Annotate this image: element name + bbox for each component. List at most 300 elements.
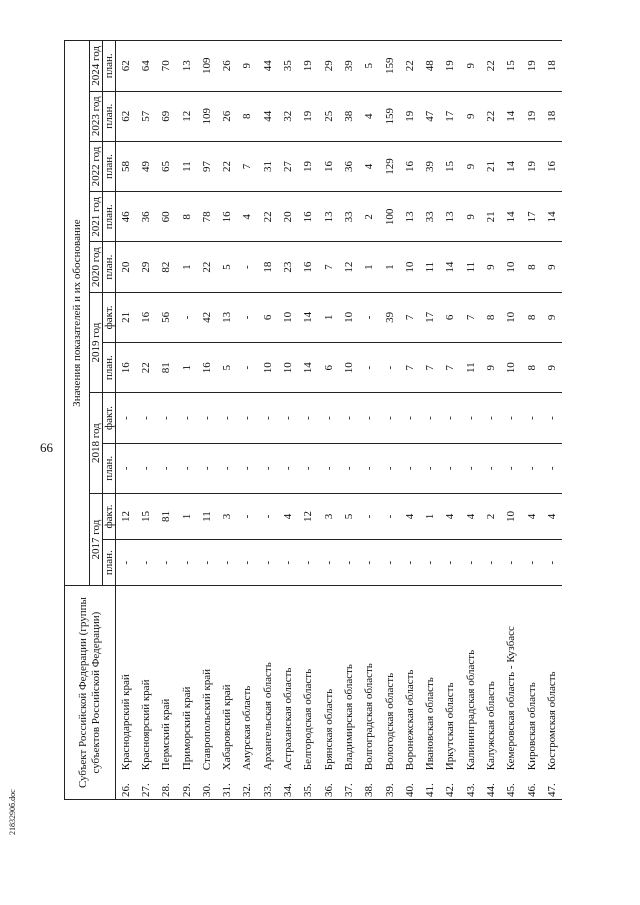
region-name: Ставропольский край xyxy=(197,586,217,773)
value-cell: 8 xyxy=(521,343,541,393)
value-cell: - xyxy=(359,343,379,393)
value-cell: 11 xyxy=(420,242,440,292)
value-cell: 16 xyxy=(116,343,136,393)
table-row xyxy=(176,41,196,800)
value-cell: - xyxy=(359,493,379,539)
value-cell: 2 xyxy=(481,493,501,539)
table-row xyxy=(542,41,562,800)
region-name: Красноярский край xyxy=(136,586,156,773)
value-cell: 8 xyxy=(176,192,196,242)
value-cell: 12 xyxy=(339,242,359,292)
value-cell: 8 xyxy=(481,292,501,342)
value-cell: 9 xyxy=(461,91,481,141)
value-cell: - xyxy=(197,540,217,586)
value-cell: 1 xyxy=(359,242,379,292)
value-cell: - xyxy=(197,443,217,493)
value-cell: 82 xyxy=(156,242,176,292)
value-cell: 5 xyxy=(359,41,379,92)
value-cell: 9 xyxy=(542,292,562,342)
value-cell: 12 xyxy=(116,493,136,539)
value-cell: 13 xyxy=(176,41,196,92)
value-cell: 16 xyxy=(298,192,318,242)
value-cell: - xyxy=(521,540,541,586)
value-cell: - xyxy=(542,540,562,586)
value-cell: 159 xyxy=(379,91,399,141)
plan-header: план. xyxy=(103,91,116,141)
value-cell: - xyxy=(298,540,318,586)
value-cell: 19 xyxy=(298,41,318,92)
value-cell: 39 xyxy=(420,141,440,191)
value-cell: - xyxy=(237,493,257,539)
value-cell: 16 xyxy=(217,192,237,242)
value-cell: 81 xyxy=(156,493,176,539)
value-cell: 26 xyxy=(217,91,237,141)
value-cell: 19 xyxy=(298,141,318,191)
year-2024-header: 2024 год xyxy=(90,41,103,92)
value-cell: 1 xyxy=(318,292,338,342)
row-number: 37. xyxy=(339,772,359,799)
value-cell: - xyxy=(359,443,379,493)
value-cell: 23 xyxy=(278,242,298,292)
value-cell: 11 xyxy=(461,343,481,393)
table-row xyxy=(318,41,338,800)
value-cell: 16 xyxy=(318,141,338,191)
value-cell: 1 xyxy=(420,493,440,539)
value-cell: 15 xyxy=(136,493,156,539)
value-cell: 22 xyxy=(400,41,420,92)
value-cell: - xyxy=(156,540,176,586)
value-cell: - xyxy=(542,393,562,443)
value-cell: 11 xyxy=(197,493,217,539)
value-cell: - xyxy=(359,540,379,586)
table-row xyxy=(461,41,481,800)
value-cell: 9 xyxy=(542,242,562,292)
value-cell: - xyxy=(237,540,257,586)
value-cell: - xyxy=(521,393,541,443)
value-cell: 7 xyxy=(440,343,460,393)
value-cell: 6 xyxy=(258,292,278,342)
value-cell: 10 xyxy=(400,242,420,292)
table-row xyxy=(116,41,136,800)
value-cell: 21 xyxy=(481,192,501,242)
value-cell: 4 xyxy=(400,493,420,539)
value-cell: - xyxy=(440,443,460,493)
plan-header: план. xyxy=(103,192,116,242)
region-name: Калининградская область xyxy=(461,586,481,773)
table-row xyxy=(156,41,176,800)
value-cell: 16 xyxy=(298,242,318,292)
indicators-table xyxy=(64,40,562,800)
table-row xyxy=(298,41,318,800)
value-cell: - xyxy=(339,443,359,493)
value-cell: 14 xyxy=(440,242,460,292)
value-cell: 10 xyxy=(501,242,521,292)
value-cell: 97 xyxy=(197,141,217,191)
region-name: Астраханская область xyxy=(278,586,298,773)
value-cell: 58 xyxy=(116,141,136,191)
value-cell: 17 xyxy=(420,292,440,342)
value-cell: 16 xyxy=(136,292,156,342)
row-number: 40. xyxy=(400,772,420,799)
value-cell: 42 xyxy=(197,292,217,342)
value-cell: 13 xyxy=(440,192,460,242)
region-name: Архангельская область xyxy=(258,586,278,773)
value-cell: - xyxy=(501,443,521,493)
value-cell: 10 xyxy=(278,292,298,342)
value-cell: 39 xyxy=(379,292,399,342)
year-2022-header: 2022 год xyxy=(90,141,103,191)
value-cell: 70 xyxy=(156,41,176,92)
value-cell: - xyxy=(258,540,278,586)
region-name: Хабаровский край xyxy=(217,586,237,773)
value-cell: 39 xyxy=(339,41,359,92)
region-name: Воронежская область xyxy=(400,586,420,773)
value-cell: 19 xyxy=(521,141,541,191)
value-cell: - xyxy=(176,393,196,443)
value-cell: 10 xyxy=(339,292,359,342)
value-cell: 7 xyxy=(237,141,257,191)
value-cell: - xyxy=(481,443,501,493)
value-cell: 19 xyxy=(521,91,541,141)
value-cell: 10 xyxy=(339,343,359,393)
value-cell: 5 xyxy=(217,343,237,393)
value-cell: 38 xyxy=(339,91,359,141)
value-cell: - xyxy=(136,540,156,586)
value-cell: - xyxy=(379,393,399,443)
year-2018-header: 2018 год xyxy=(90,393,103,494)
value-cell: 3 xyxy=(318,493,338,539)
value-cell: - xyxy=(440,393,460,443)
value-cell: 20 xyxy=(116,242,136,292)
value-cell: 16 xyxy=(542,141,562,191)
value-cell: - xyxy=(420,443,440,493)
value-cell: 5 xyxy=(339,493,359,539)
value-cell: 18 xyxy=(542,41,562,92)
value-cell: 56 xyxy=(156,292,176,342)
value-cell: 4 xyxy=(542,493,562,539)
value-cell: 36 xyxy=(339,141,359,191)
value-cell: 19 xyxy=(521,41,541,92)
value-cell: 47 xyxy=(420,91,440,141)
value-cell: 48 xyxy=(420,41,440,92)
region-name: Вологодская область xyxy=(379,586,399,773)
value-cell: - xyxy=(318,443,338,493)
table-row xyxy=(136,41,156,800)
fact-header: факт. xyxy=(103,493,116,539)
value-cell: - xyxy=(521,443,541,493)
value-cell: - xyxy=(420,393,440,443)
table-row xyxy=(359,41,379,800)
year-2017-header: 2017 год xyxy=(90,493,103,585)
value-cell: 10 xyxy=(278,343,298,393)
value-cell: - xyxy=(379,493,399,539)
table-container xyxy=(64,40,624,800)
value-cell: - xyxy=(116,393,136,443)
value-cell: 6 xyxy=(318,343,338,393)
row-number: 46. xyxy=(521,772,541,799)
region-name: Приморский край xyxy=(176,586,196,773)
fact-header: факт. xyxy=(103,393,116,443)
value-cell: 31 xyxy=(258,141,278,191)
table-row xyxy=(258,41,278,800)
region-name: Краснодарский край xyxy=(116,586,136,773)
value-cell: 32 xyxy=(278,91,298,141)
value-cell: 14 xyxy=(501,141,521,191)
value-cell: - xyxy=(278,443,298,493)
value-cell: 14 xyxy=(501,192,521,242)
value-cell: 19 xyxy=(440,41,460,92)
value-cell: - xyxy=(237,242,257,292)
value-cell: 9 xyxy=(481,343,501,393)
value-cell: - xyxy=(217,443,237,493)
region-name: Кемеровская область - Кузбасс xyxy=(501,586,521,773)
row-number: 26. xyxy=(116,772,136,799)
value-cell: 1 xyxy=(176,242,196,292)
plan-header: план. xyxy=(103,242,116,292)
value-cell: 100 xyxy=(379,192,399,242)
table-row xyxy=(237,41,257,800)
value-cell: - xyxy=(278,393,298,443)
value-cell: 64 xyxy=(136,41,156,92)
region-name: Кировская область xyxy=(521,586,541,773)
value-cell: - xyxy=(542,443,562,493)
value-cell: - xyxy=(501,393,521,443)
value-cell: - xyxy=(379,540,399,586)
value-cell: - xyxy=(318,393,338,443)
values-header: Значения показателей и их обоснование xyxy=(65,41,90,586)
value-cell: 46 xyxy=(116,192,136,242)
region-name: Ивановская область xyxy=(420,586,440,773)
value-cell: 9 xyxy=(461,41,481,92)
value-cell: 44 xyxy=(258,41,278,92)
table-row xyxy=(420,41,440,800)
value-cell: - xyxy=(176,540,196,586)
region-name: Белгородская область xyxy=(298,586,318,773)
value-cell: 60 xyxy=(156,192,176,242)
value-cell: - xyxy=(258,493,278,539)
value-cell: 5 xyxy=(217,242,237,292)
value-cell: - xyxy=(176,443,196,493)
value-cell: - xyxy=(440,540,460,586)
table-row xyxy=(278,41,298,800)
value-cell: 22 xyxy=(481,41,501,92)
value-cell: 7 xyxy=(400,343,420,393)
value-cell: 19 xyxy=(298,91,318,141)
region-name: Волгоградская область xyxy=(359,586,379,773)
value-cell: - xyxy=(136,443,156,493)
value-cell: 13 xyxy=(217,292,237,342)
value-cell: - xyxy=(379,443,399,493)
value-cell: 16 xyxy=(400,141,420,191)
value-cell: 2 xyxy=(359,192,379,242)
value-cell: 14 xyxy=(501,91,521,141)
table-row xyxy=(440,41,460,800)
value-cell: 21 xyxy=(116,292,136,342)
value-cell: 22 xyxy=(136,343,156,393)
value-cell: 19 xyxy=(400,91,420,141)
value-cell: - xyxy=(116,540,136,586)
value-cell: 36 xyxy=(136,192,156,242)
value-cell: 4 xyxy=(359,91,379,141)
row-number: 44. xyxy=(481,772,501,799)
value-cell: 129 xyxy=(379,141,399,191)
value-cell: 17 xyxy=(521,192,541,242)
rotated-table-frame xyxy=(64,40,624,800)
value-cell: 29 xyxy=(136,242,156,292)
value-cell: 1 xyxy=(176,343,196,393)
value-cell: 8 xyxy=(521,292,541,342)
value-cell: 7 xyxy=(461,292,481,342)
value-cell: - xyxy=(379,343,399,393)
value-cell: - xyxy=(481,540,501,586)
value-cell: - xyxy=(359,393,379,443)
value-cell: 22 xyxy=(258,192,278,242)
table-row xyxy=(481,41,501,800)
region-name: Иркутская область xyxy=(440,586,460,773)
value-cell: - xyxy=(461,540,481,586)
value-cell: 18 xyxy=(542,91,562,141)
value-cell: - xyxy=(339,393,359,443)
row-number: 41. xyxy=(420,772,440,799)
value-cell: 8 xyxy=(521,242,541,292)
value-cell: 44 xyxy=(258,91,278,141)
subject-header: Субъект Российской Федерации (группы субъектов Российской Федерации) xyxy=(65,586,116,800)
value-cell: 22 xyxy=(481,91,501,141)
value-cell: 27 xyxy=(278,141,298,191)
value-cell: 9 xyxy=(542,343,562,393)
value-cell: 22 xyxy=(217,141,237,191)
value-cell: - xyxy=(136,393,156,443)
value-cell: 13 xyxy=(400,192,420,242)
table-body xyxy=(116,41,563,800)
value-cell: 10 xyxy=(501,343,521,393)
value-cell: - xyxy=(217,393,237,443)
value-cell: - xyxy=(237,393,257,443)
value-cell: - xyxy=(156,393,176,443)
value-cell: 1 xyxy=(176,493,196,539)
value-cell: 4 xyxy=(521,493,541,539)
row-number: 28. xyxy=(156,772,176,799)
year-2021-header: 2021 год xyxy=(90,192,103,242)
table-row xyxy=(521,41,541,800)
year-2019-header: 2019 год xyxy=(90,292,103,393)
row-number: 36. xyxy=(318,772,338,799)
table-row xyxy=(379,41,399,800)
plan-header: план. xyxy=(103,443,116,493)
value-cell: - xyxy=(400,443,420,493)
value-cell: - xyxy=(501,540,521,586)
table-row xyxy=(197,41,217,800)
value-cell: 25 xyxy=(318,91,338,141)
plan-header: план. xyxy=(103,41,116,92)
row-number: 27. xyxy=(136,772,156,799)
plan-header: план. xyxy=(103,540,116,586)
value-cell: - xyxy=(461,393,481,443)
row-number: 45. xyxy=(501,772,521,799)
value-cell: 65 xyxy=(156,141,176,191)
region-name: Пермский край xyxy=(156,586,176,773)
value-cell: 49 xyxy=(136,141,156,191)
value-cell: 81 xyxy=(156,343,176,393)
value-cell: 12 xyxy=(176,91,196,141)
row-number: 29. xyxy=(176,772,196,799)
value-cell: - xyxy=(156,443,176,493)
value-cell: 14 xyxy=(298,343,318,393)
row-number: 35. xyxy=(298,772,318,799)
value-cell: 4 xyxy=(461,493,481,539)
row-number: 30. xyxy=(197,772,217,799)
value-cell: 10 xyxy=(501,292,521,342)
value-cell: 29 xyxy=(318,41,338,92)
value-cell: 62 xyxy=(116,91,136,141)
value-cell: - xyxy=(339,540,359,586)
value-cell: 7 xyxy=(420,343,440,393)
value-cell: 14 xyxy=(298,292,318,342)
row-number: 39. xyxy=(379,772,399,799)
value-cell: 9 xyxy=(461,141,481,191)
value-cell: 10 xyxy=(258,343,278,393)
value-cell: 69 xyxy=(156,91,176,141)
value-cell: - xyxy=(400,393,420,443)
value-cell: 159 xyxy=(379,41,399,92)
value-cell: - xyxy=(298,393,318,443)
value-cell: 20 xyxy=(278,192,298,242)
row-number: 42. xyxy=(440,772,460,799)
value-cell: 11 xyxy=(461,242,481,292)
value-cell: - xyxy=(258,393,278,443)
value-cell: 4 xyxy=(278,493,298,539)
value-cell: - xyxy=(461,443,481,493)
row-number: 34. xyxy=(278,772,298,799)
value-cell: 4 xyxy=(237,192,257,242)
row-number: 38. xyxy=(359,772,379,799)
row-number: 31. xyxy=(217,772,237,799)
row-number: 32. xyxy=(237,772,257,799)
value-cell: 6 xyxy=(440,292,460,342)
value-cell: - xyxy=(237,343,257,393)
value-cell: - xyxy=(217,540,237,586)
value-cell: 18 xyxy=(258,242,278,292)
value-cell: 35 xyxy=(278,41,298,92)
value-cell: 22 xyxy=(197,242,217,292)
value-cell: - xyxy=(116,443,136,493)
year-2023-header: 2023 год xyxy=(90,91,103,141)
page-number: 66 xyxy=(40,440,53,455)
row-number: 33. xyxy=(258,772,278,799)
value-cell: 16 xyxy=(197,343,217,393)
value-cell: 7 xyxy=(400,292,420,342)
value-cell: 4 xyxy=(359,141,379,191)
footer-filename: 2183290б.doc xyxy=(8,789,17,835)
value-cell: 12 xyxy=(298,493,318,539)
plan-header: план. xyxy=(103,343,116,393)
value-cell: 4 xyxy=(440,493,460,539)
plan-header: план. xyxy=(103,141,116,191)
value-cell: 17 xyxy=(440,91,460,141)
value-cell: 9 xyxy=(461,192,481,242)
region-name: Калужская область xyxy=(481,586,501,773)
value-cell: 21 xyxy=(481,141,501,191)
value-cell: - xyxy=(420,540,440,586)
value-cell: 9 xyxy=(481,242,501,292)
row-number: 47. xyxy=(542,772,562,799)
value-cell: 62 xyxy=(116,41,136,92)
value-cell: - xyxy=(481,393,501,443)
value-cell: - xyxy=(258,443,278,493)
table-row xyxy=(501,41,521,800)
fact-header: факт. xyxy=(103,292,116,342)
value-cell: - xyxy=(298,443,318,493)
